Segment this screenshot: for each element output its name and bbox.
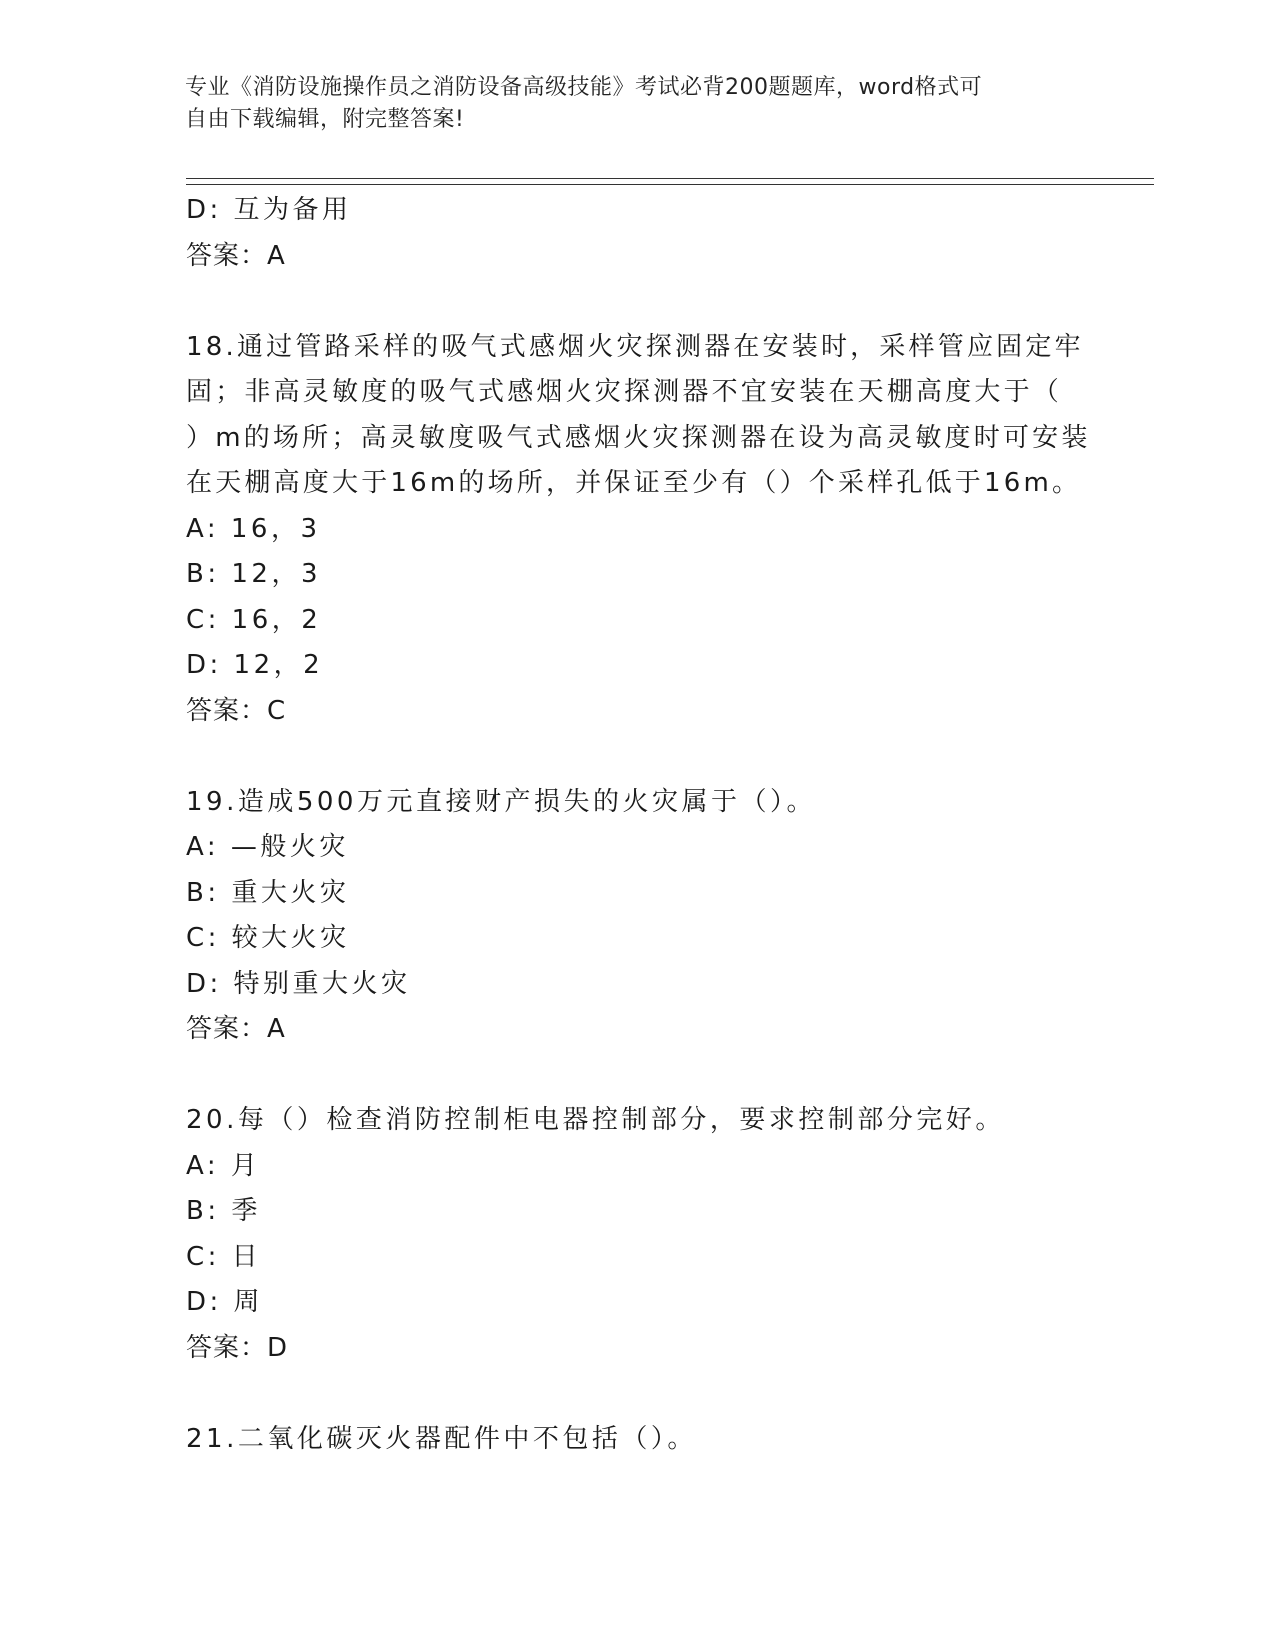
answer: 答案：A [186, 240, 286, 271]
option-d: D: 互为备用 [186, 195, 352, 225]
question-line: 19.造成500万元直接财产损失的火灾属于（）。 [186, 786, 816, 817]
option-c: C: 较大火灾 [186, 923, 350, 953]
question-line: 20.每（）检查消防控制柜电器控制部分，要求控制部分完好。 [186, 1105, 1005, 1135]
answer: 答案：D [186, 1332, 289, 1363]
spacer [186, 279, 1106, 325]
option-d: D: 特别重大火灾 [186, 968, 411, 999]
option-c: C: 16，2 [186, 604, 322, 635]
question-line: 固；非高灵敏度的吸气式感烟火灾探测器不宜安装在天棚高度大于（ [186, 377, 1063, 407]
answer: 答案：C [186, 695, 287, 726]
question-21 [186, 1417, 1106, 1463]
option-a: A: 月 [186, 1150, 261, 1181]
option-b: B: 12，3 [186, 559, 321, 589]
header-divider-bottom [186, 184, 1154, 185]
question-line: 21.二氧化碳灭火器配件中不包括（）。 [186, 1423, 697, 1454]
option-b: B: 季 [186, 1196, 261, 1226]
question-19 [186, 780, 1106, 1053]
spacer [186, 734, 1106, 780]
option-d: D: 周 [186, 1287, 264, 1317]
question-text [186, 325, 1106, 507]
option-d: D: 12，2 [186, 650, 324, 680]
option-a: A: —般火灾 [186, 832, 349, 862]
question-line: 18.通过管路采样的吸气式感烟火灾探测器在安装时，采样管应固定牢 [186, 331, 1084, 362]
header-line-1: 专业《消防设施操作员之消防设备高级技能》考试必背200题题库，word格式可 [185, 75, 983, 100]
previous-question-tail [186, 188, 1106, 279]
question-line: ）m的场所；高灵敏度吸气式感烟火灾探测器在设为高灵敏度时可安装 [186, 422, 1091, 453]
option-a: A: 16，3 [186, 513, 321, 544]
spacer [186, 1053, 1106, 1099]
question-18 [186, 325, 1106, 735]
spacer [186, 1371, 1106, 1417]
question-20 [186, 1098, 1106, 1371]
question-line: 在天棚高度大于16m的场所，并保证至少有（）个采样孔低于16m。 [186, 468, 1082, 498]
option-c: C: 日 [186, 1241, 262, 1272]
header-divider-top [186, 178, 1154, 179]
document-header [185, 72, 1085, 136]
answer: 答案：A [186, 1014, 286, 1044]
option-b: B: 重大火灾 [186, 877, 350, 908]
header-line-2: 自由下载编辑，附完整答案! [185, 107, 465, 132]
document-body [186, 188, 1106, 1462]
